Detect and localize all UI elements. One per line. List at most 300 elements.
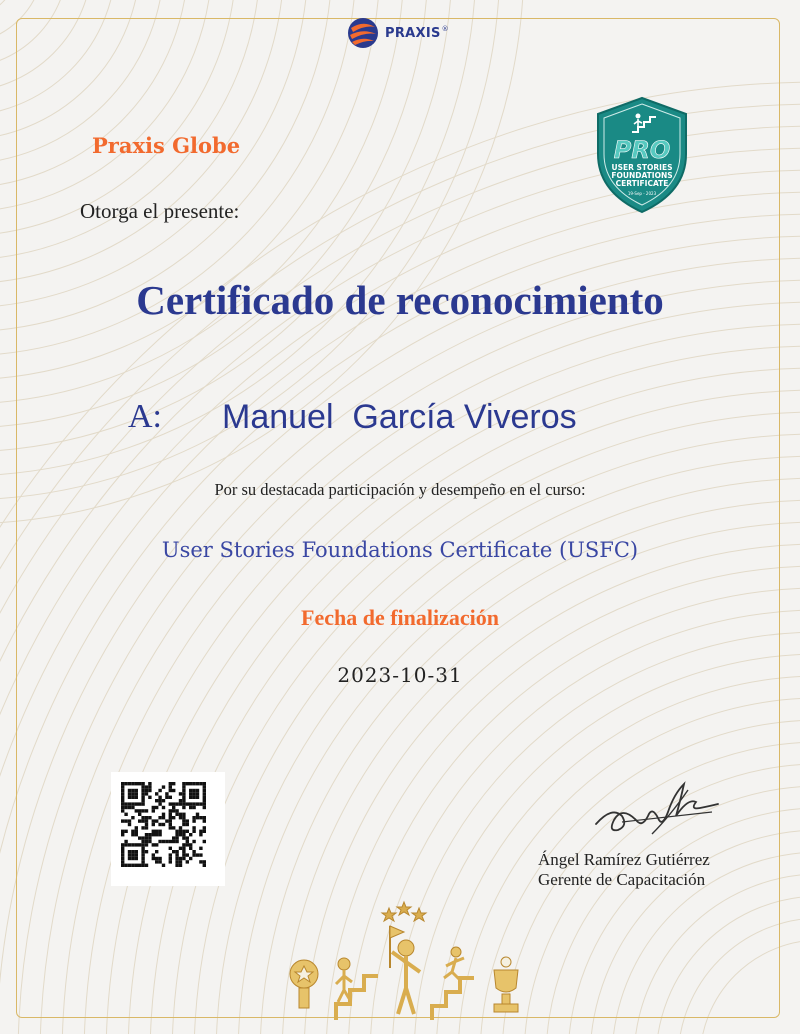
qr-module [179,802,182,805]
qr-module [199,782,202,785]
qr-module [162,813,165,816]
qr-module [128,782,131,785]
qr-module [158,789,161,792]
qr-module [169,826,172,829]
qr-module [169,796,172,799]
qr-module [128,806,131,809]
qr-module [128,857,131,860]
qr-module [189,789,192,792]
qr-module [145,785,148,788]
qr-module [179,816,182,819]
qr-module [169,789,172,792]
qr-module [203,864,206,867]
recipient-name: Manuel García Viveros [222,398,577,436]
qr-module [155,843,158,846]
qr-module [121,806,124,809]
qr-module [141,789,144,792]
qr-module [182,843,185,846]
course-name: User Stories Foundations Certificate (USFC) [161,538,639,562]
qr-module [135,782,138,785]
qr-module [189,847,192,850]
qr-module [196,813,199,816]
qr-module [152,823,155,826]
qr-module [128,853,131,856]
qr-module [203,792,206,795]
qr-module [148,796,151,799]
qr-module [189,806,192,809]
qr-module [145,836,148,839]
qr-module [138,809,141,812]
qr-module [152,843,155,846]
qr-module [158,816,161,819]
qr-module [192,826,195,829]
qr-module [175,864,178,867]
qr-module [169,853,172,856]
qr-module [175,809,178,812]
qr-module [121,857,124,860]
qr-module [135,830,138,833]
medal-icon [290,960,318,1008]
qr-module [135,833,138,836]
qr-module [162,799,165,802]
qr-module [131,816,134,819]
qr-module [128,864,131,867]
signer-role: Gerente de Capacitación [538,870,706,889]
qr-module [148,836,151,839]
qr-module [141,847,144,850]
trophy-icon [494,957,518,1012]
qr-module [148,840,151,843]
qr-module [192,816,195,819]
qr-module [192,806,195,809]
qr-module [179,792,182,795]
qr-module [192,789,195,792]
qr-module [121,785,124,788]
qr-module [169,847,172,850]
completion-date: 2023-10-31 [337,663,463,687]
qr-module [131,853,134,856]
qr-module [128,850,131,853]
qr-module [186,836,189,839]
qr-module [155,792,158,795]
qr-module [121,796,124,799]
qr-module [199,833,202,836]
qr-module [138,802,141,805]
qr-module [175,860,178,863]
qr-module [189,833,192,836]
qr-module [145,850,148,853]
qr-module [148,816,151,819]
qr-module [172,816,175,819]
running-stairs-icon [432,947,474,1020]
qr-module [175,853,178,856]
qr-module [158,823,161,826]
qr-module [131,850,134,853]
logo-text: PRAXIS [385,25,441,41]
recipient-prefix: A: [128,398,162,435]
qr-module [179,830,182,833]
qr-module [141,799,144,802]
qr-module [131,789,134,792]
qr-module [192,819,195,822]
qr-module [141,826,144,829]
qr-module [192,830,195,833]
qr-module [165,796,168,799]
qr-module [155,850,158,853]
pro-certificate-badge [594,96,690,214]
qr-module [121,850,124,853]
qr-module [182,813,185,816]
qr-module [196,792,199,795]
qr-module [128,823,131,826]
qr-module [141,819,144,822]
qr-module [121,809,124,812]
qr-module [199,853,202,856]
qr-module [155,799,158,802]
qr-module [169,816,172,819]
qr-module [124,843,127,846]
qr-module [203,830,206,833]
qr-module [179,864,182,867]
qr-module [179,813,182,816]
qr-module [135,864,138,867]
qr-module [175,850,178,853]
qr-module [121,843,124,846]
qr-module [172,782,175,785]
qr-module [199,830,202,833]
qr-module [152,806,155,809]
winner-flag-icon [382,902,426,1014]
qr-module [155,857,158,860]
qr-module [196,789,199,792]
qr-module [155,806,158,809]
qr-module [121,799,124,802]
qr-module [124,864,127,867]
qr-module [169,819,172,822]
qr-module [152,853,155,856]
qr-module [192,850,195,853]
signer-name: Ángel Ramírez Gutiérrez [538,850,710,869]
qr-module [158,857,161,860]
qr-module [148,833,151,836]
qr-module [192,853,195,856]
qr-module [148,782,151,785]
qr-module [138,836,141,839]
qr-module [196,802,199,805]
qr-module [145,809,148,812]
qr-module [172,802,175,805]
qr-module [186,819,189,822]
qr-module [179,860,182,863]
qr-module [172,840,175,843]
qr-module [165,840,168,843]
qr-module [169,860,172,863]
qr-module [155,860,158,863]
qr-module [189,782,192,785]
qr-module [145,789,148,792]
qr-module [155,830,158,833]
qr-module [131,833,134,836]
qr-module [172,836,175,839]
qr-module [203,782,206,785]
qr-module [182,850,185,853]
qr-module [145,840,148,843]
qr-module [121,792,124,795]
certificate-title: Certificado de reconocimiento [136,277,664,323]
qr-module [138,813,141,816]
qr-module [121,860,124,863]
qr-module [141,840,144,843]
badge-footer: 19-Sep - 2023 [627,191,657,196]
organization-name: Praxis Globe [92,133,241,158]
qr-module [169,840,172,843]
qr-module [203,816,206,819]
qr-module [169,857,172,860]
qr-module [124,819,127,822]
qr-code-icon [111,772,225,886]
qr-module [135,809,138,812]
completion-date-label: Fecha de finalización [301,605,499,630]
qr-module [131,782,134,785]
qr-module [169,823,172,826]
qr-module [145,864,148,867]
qr-module [131,857,134,860]
qr-module [141,860,144,863]
qr-module [124,806,127,809]
qr-module [141,796,144,799]
qr-module [186,782,189,785]
qr-module [182,857,185,860]
qr-module [128,843,131,846]
qr-module [158,840,161,843]
qr-module [192,792,195,795]
qr-module [148,789,151,792]
qr-module [141,836,144,839]
qr-module [182,819,185,822]
qr-module [124,782,127,785]
qr-module [135,850,138,853]
background-arc [0,0,20,20]
qr-module [186,823,189,826]
qr-module [141,850,144,853]
qr-module [175,840,178,843]
registered-mark: ® [441,25,449,33]
qr-module [162,816,165,819]
qr-module [179,847,182,850]
qr-module [135,843,138,846]
qr-module [182,785,185,788]
qr-module [186,853,189,856]
qr-module [169,809,172,812]
qr-module [141,853,144,856]
qr-module [199,802,202,805]
qr-module [172,850,175,853]
badge-pro-text: PRO [613,136,671,164]
qr-module [203,819,206,822]
qr-module [152,809,155,812]
qr-module [169,813,172,816]
qr-module [128,802,131,805]
qr-module [172,806,175,809]
qr-module [172,826,175,829]
qr-module [175,830,178,833]
qr-module [179,799,182,802]
qr-module [179,826,182,829]
qr-module [192,782,195,785]
qr-module [121,830,124,833]
qr-module [192,796,195,799]
qr-module [135,802,138,805]
qr-module [141,816,144,819]
qr-module [175,857,178,860]
qr-module [145,792,148,795]
qr-module [175,813,178,816]
qr-module [141,857,144,860]
qr-module [169,782,172,785]
qr-module [128,792,131,795]
qr-module [152,830,155,833]
qr-module [189,857,192,860]
qr-module [135,826,138,829]
qr-module [189,802,192,805]
qr-module [121,782,124,785]
qr-module [169,802,172,805]
qr-module [169,785,172,788]
qr-module [158,830,161,833]
qr-module [186,843,189,846]
qr-module [179,833,182,836]
qr-module [199,860,202,863]
qr-module [121,833,124,836]
grant-text: Otorga el presente: [80,199,240,223]
qr-module [175,836,178,839]
qr-module [155,819,158,822]
qr-module [196,796,199,799]
qr-module [138,843,141,846]
qr-module [199,816,202,819]
verification-qr-code[interactable] [111,772,225,886]
qr-module [135,857,138,860]
qr-module [162,806,165,809]
qr-module [158,833,161,836]
qr-module [203,826,206,829]
qr-module [121,789,124,792]
qr-module [175,833,178,836]
signature-image [592,776,722,842]
qr-module [148,785,151,788]
qr-module [196,816,199,819]
qr-module [182,847,185,850]
qr-module [152,857,155,860]
qr-module [182,789,185,792]
qr-module [182,799,185,802]
qr-module [135,789,138,792]
qr-module [182,833,185,836]
qr-module [138,864,141,867]
qr-module [124,830,127,833]
qr-module [162,840,165,843]
qr-module [196,782,199,785]
qr-module [186,840,189,843]
qr-module [121,802,124,805]
qr-module [121,864,124,867]
qr-module [141,864,144,867]
qr-module [182,816,185,819]
qr-module [182,802,185,805]
qr-module [162,785,165,788]
qr-module [128,796,131,799]
qr-module [141,802,144,805]
qr-module [182,853,185,856]
qr-module [179,857,182,860]
qr-module [182,796,185,799]
qr-module [203,806,206,809]
qr-module [182,836,185,839]
praxis-swirl-icon [345,16,381,50]
qr-module [186,830,189,833]
qr-module [158,796,161,799]
qr-module [162,823,165,826]
qr-module [158,860,161,863]
qr-module [155,833,158,836]
qr-module [182,823,185,826]
qr-module [165,819,168,822]
qr-module [131,796,134,799]
qr-module [121,853,124,856]
qr-module [128,789,131,792]
qr-module [124,802,127,805]
qr-module [145,826,148,829]
qr-module [189,792,192,795]
qr-module [203,799,206,802]
qr-module [192,802,195,805]
qr-module [124,840,127,843]
qr-module [135,853,138,856]
qr-module [189,796,192,799]
qr-module [189,843,192,846]
qr-module [135,796,138,799]
qr-module [182,792,185,795]
badge-line-1: USER STORIES [611,163,673,172]
qr-module [192,840,195,843]
qr-module [141,809,144,812]
qr-module [145,833,148,836]
qr-module [138,819,141,822]
qr-module [182,806,185,809]
qr-module [138,782,141,785]
qr-module [172,789,175,792]
qr-module [121,819,124,822]
qr-module [186,802,189,805]
qr-module [131,806,134,809]
qr-module [135,792,138,795]
qr-module [162,864,165,867]
qr-module [182,830,185,833]
qr-module [131,830,134,833]
qr-module [203,785,206,788]
qr-module [152,833,155,836]
qr-module [145,819,148,822]
achievement-illustration [280,892,530,1022]
qr-module [172,809,175,812]
qr-module [203,796,206,799]
qr-module [203,789,206,792]
qr-module [145,823,148,826]
praxis-logo [345,16,449,50]
qr-module [131,792,134,795]
qr-module [141,792,144,795]
qr-module [158,799,161,802]
